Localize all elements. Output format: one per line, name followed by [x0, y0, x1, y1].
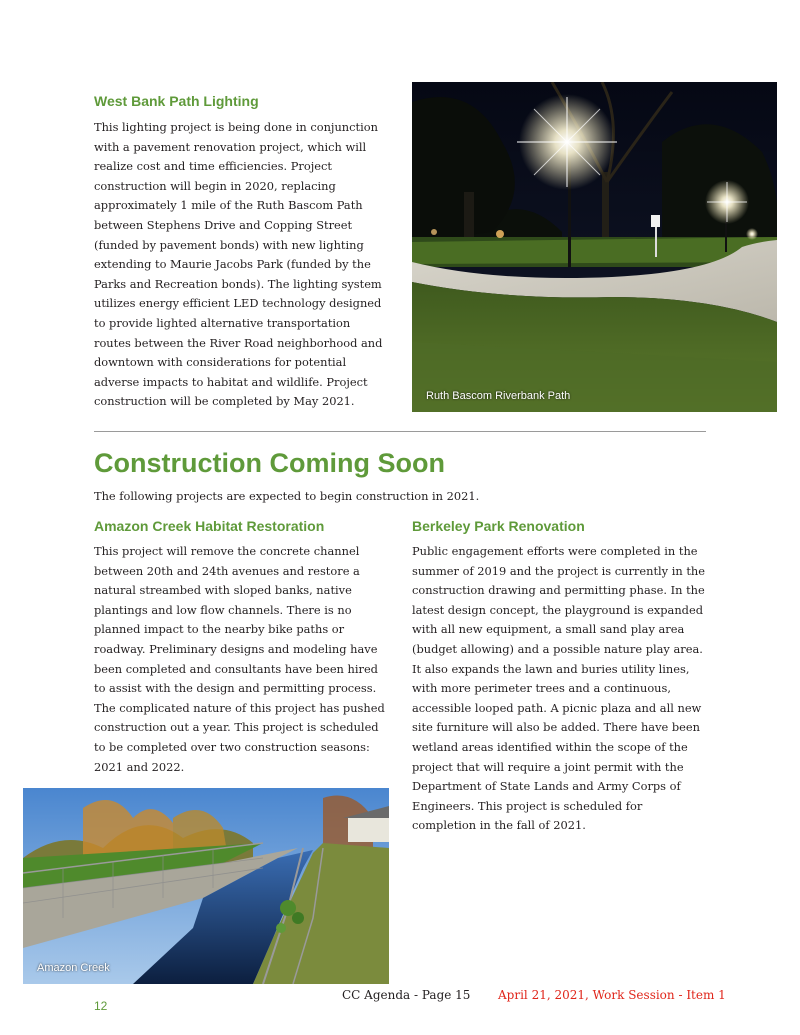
- construction-intro: The following projects are expected to begin construction in 2021.: [94, 489, 480, 503]
- ruth-bascom-caption: Ruth Bascom Riverbank Path: [426, 390, 571, 402]
- west-bank-heading: West Bank Path Lighting: [94, 93, 259, 109]
- night-path-image: [412, 82, 777, 412]
- berkeley-park-body: Public engagement efforts were completed in the summer of 2019 and the project is currently in the construction drawing and permitting phase. In the latest design concept, the playground is expanded with all new equipment, a small sand play area (budget allowing) and a possible nature play area. It also expands the lawn and buries utility lines, with more perimeter trees and a continuous, accessible looped path. A picnic plaza and all new site furniture will also be added. There have been wetland areas identified within the scope of the project that will require a joint permit with the Department of State Lands and Army Corps of Engineers. This project is scheduled for completion in the fall of 2021.: [412, 544, 705, 833]
- creek-image: [23, 788, 389, 984]
- agenda-page-label: CC Agenda - Page 15: [342, 988, 471, 1002]
- berkeley-park-heading: Berkeley Park Renovation: [412, 518, 585, 534]
- amazon-creek-heading: Amazon Creek Habitat Restoration: [94, 518, 325, 534]
- ruth-bascom-path-photo: [412, 82, 777, 412]
- amazon-creek-body: This project will remove the concrete channel between 20th and 24th avenues and restore a natural streambed with sloped banks, native plantings and low flow channels. There is no planned impact to the nearby bike paths or roadway. Preliminary designs and modeling have been completed and consultants have been hired to assist with the design and permitting process. The complicated nature of this project has pushed construction out a year. This project is scheduled to be completed over two construction seasons: 2021 and 2022.: [94, 544, 385, 774]
- construction-title: Construction Coming Soon: [94, 448, 445, 478]
- amazon-creek-caption: Amazon Creek: [37, 962, 110, 974]
- page-number: 12: [94, 999, 108, 1013]
- amazon-creek-photo: [23, 788, 389, 984]
- work-session-label: April 21, 2021, Work Session - Item 1: [498, 988, 726, 1002]
- west-bank-body: This lighting project is being done in conjunction with a pavement renovation project, which will realize cost and time efficiencies. Project construction will begin in 2020, replacing approximately 1 mile of the Ruth Bascom Path between Stephens Drive and Copping Street (funded by pavement bonds) with new lighting extending to Maurie Jacobs Park (funded by the Parks and Recreation bonds). The lighting system utilizes energy efficient LED technology designed to provide lighted alternative transportation routes between the River Road neighborhood and downtown with considerations for potential adverse impacts to habitat and wildlife. Project construction will be completed by May 2021.: [94, 120, 383, 409]
- section-divider: [94, 431, 706, 432]
